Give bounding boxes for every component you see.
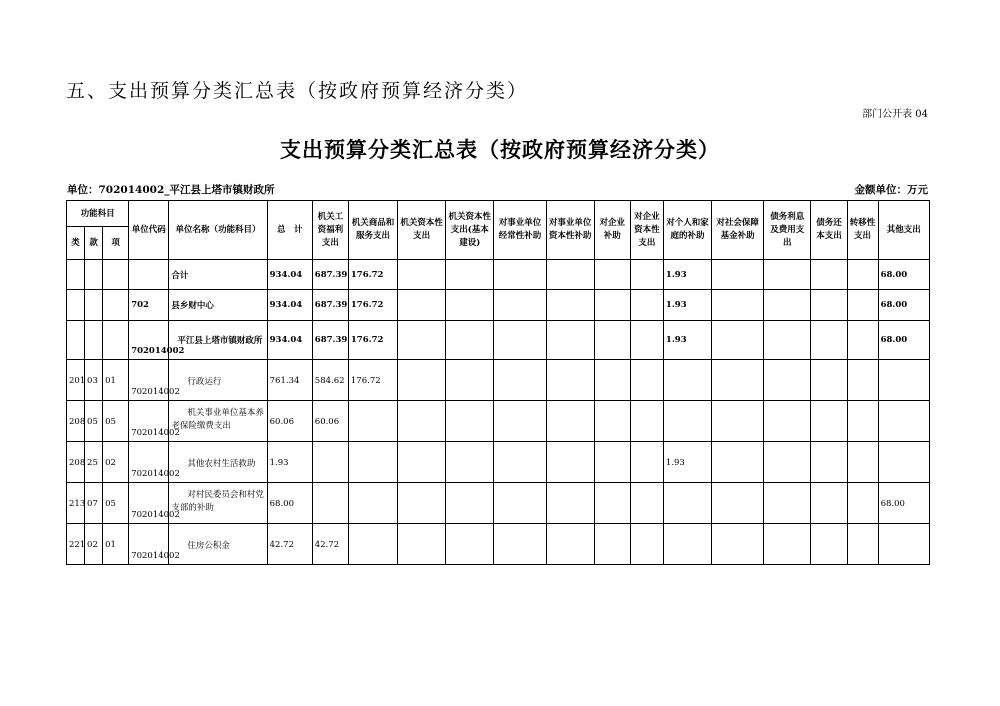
cell-c7 (594, 360, 630, 401)
header-c9: 对个人和家庭的补助 (663, 201, 711, 260)
cell-name: 平江县上塔市镇财政所 (169, 321, 267, 360)
cell-c4 (446, 401, 494, 442)
cell-name-text: 其他农村生活救助 (187, 459, 256, 469)
cell-c2: 176.72 (348, 290, 397, 321)
cell-c14 (878, 360, 929, 401)
cell-c10 (712, 360, 764, 401)
cell-c13 (847, 360, 878, 401)
cell-c10 (712, 401, 764, 442)
cell-c8 (630, 360, 663, 401)
cell-xiang: 05 (103, 401, 129, 442)
header-c13: 转移性支出 (847, 201, 878, 260)
cell-c6 (546, 524, 594, 565)
cell-lei (67, 321, 85, 360)
cell-kuan (85, 290, 103, 321)
cell-c7 (594, 290, 630, 321)
cell-c2 (348, 483, 397, 524)
header-c1: 机关工资福利支出 (312, 201, 348, 260)
header-c12: 债务还本支出 (811, 201, 847, 260)
cell-c11 (764, 524, 811, 565)
cell-c8 (630, 290, 663, 321)
cell-c9 (663, 401, 711, 442)
header-lei: 类 (67, 227, 85, 260)
cell-code: 702014002 (129, 442, 169, 483)
header-unit-name: 单位名称（功能科目） (169, 201, 267, 260)
table-row (67, 401, 930, 442)
cell-code: 702014002 (129, 524, 169, 565)
cell-c1: 42.72 (312, 524, 348, 565)
cell-c14: 68.00 (878, 483, 929, 524)
cell-c9: 1.93 (663, 260, 711, 290)
table-row (67, 524, 930, 565)
table-row (67, 360, 930, 401)
cell-kuan (85, 260, 103, 290)
cell-c5 (494, 524, 546, 565)
cell-c6 (546, 290, 594, 321)
cell-code: 702014002 (129, 401, 169, 442)
form-number: 部门公开表 04 (862, 109, 928, 120)
cell-c12 (811, 524, 847, 565)
cell-c6 (546, 483, 594, 524)
cell-code (129, 260, 169, 290)
cell-c3 (398, 442, 446, 483)
table-row (67, 442, 930, 483)
header-c7: 对企业补助 (594, 201, 630, 260)
cell-c13 (847, 321, 878, 360)
cell-c9: 1.93 (663, 442, 711, 483)
cell-c13 (847, 442, 878, 483)
cell-code: 702014002 (129, 321, 169, 360)
cell-c1: 60.06 (312, 401, 348, 442)
cell-c7 (594, 442, 630, 483)
cell-c6 (546, 360, 594, 401)
header-c2: 机关商品和服务支出 (348, 201, 397, 260)
cell-c4 (446, 260, 494, 290)
cell-name (169, 401, 267, 442)
cell-c13 (847, 290, 878, 321)
cell-c4 (446, 360, 494, 401)
header-func-subject: 功能科目 (67, 201, 129, 227)
cell-c10 (712, 260, 764, 290)
cell-name: 县乡财中心 (169, 290, 267, 321)
header-c14: 其他支出 (878, 201, 929, 260)
cell-c9 (663, 360, 711, 401)
cell-c8 (630, 260, 663, 290)
cell-c8 (630, 321, 663, 360)
header-unit-code: 单位代码 (129, 201, 169, 260)
cell-name-text: 机关事业单位基本养老保险缴费支出 (171, 408, 264, 431)
cell-c10 (712, 290, 764, 321)
cell-c7 (594, 401, 630, 442)
cell-lei (67, 260, 85, 290)
table-row (67, 321, 930, 360)
cell-kuan: 07 (85, 483, 103, 524)
cell-c3 (398, 321, 446, 360)
cell-c1: 687.39 (312, 260, 348, 290)
header-c5: 对事业单位经常性补助 (494, 201, 546, 260)
cell-kuan: 05 (85, 401, 103, 442)
table-row (67, 260, 930, 290)
cell-kuan: 03 (85, 360, 103, 401)
cell-c2: 176.72 (348, 321, 397, 360)
cell-c7 (594, 483, 630, 524)
cell-c12 (811, 321, 847, 360)
cell-c5 (494, 321, 546, 360)
cell-total: 934.04 (267, 321, 312, 360)
cell-c12 (811, 401, 847, 442)
header-c8: 对企业资本性支出 (630, 201, 663, 260)
cell-c5 (494, 442, 546, 483)
cell-c10 (712, 321, 764, 360)
cell-c10 (712, 483, 764, 524)
header-xiang: 项 (103, 227, 129, 260)
cell-c4 (446, 442, 494, 483)
cell-c13 (847, 524, 878, 565)
cell-c1: 687.39 (312, 321, 348, 360)
cell-lei: 208 (67, 442, 85, 483)
cell-c13 (847, 260, 878, 290)
cell-c3 (398, 483, 446, 524)
cell-xiang: 01 (103, 360, 129, 401)
cell-c3 (398, 360, 446, 401)
header-c11: 债务利息及费用支出 (764, 201, 811, 260)
cell-name-text: 行政运行 (187, 377, 222, 387)
cell-c4 (446, 483, 494, 524)
cell-c7 (594, 260, 630, 290)
cell-c10 (712, 524, 764, 565)
cell-c14: 68.00 (878, 290, 929, 321)
page-title: 支出预算分类汇总表（按政府预算经济分类） (280, 138, 720, 162)
cell-kuan: 02 (85, 524, 103, 565)
cell-total: 934.04 (267, 260, 312, 290)
cell-c4 (446, 321, 494, 360)
cell-c14: 68.00 (878, 321, 929, 360)
cell-c2 (348, 401, 397, 442)
cell-total: 60.06 (267, 401, 312, 442)
cell-lei: 208 (67, 401, 85, 442)
cell-total: 761.34 (267, 360, 312, 401)
cell-lei: 213 (67, 483, 85, 524)
cell-c8 (630, 524, 663, 565)
cell-c1: 687.39 (312, 290, 348, 321)
cell-c5 (494, 290, 546, 321)
cell-xiang: 05 (103, 483, 129, 524)
cell-c1 (312, 483, 348, 524)
cell-c11 (764, 483, 811, 524)
cell-c5 (494, 360, 546, 401)
cell-xiang (103, 290, 129, 321)
cell-xiang (103, 260, 129, 290)
cell-c8 (630, 442, 663, 483)
cell-c11 (764, 290, 811, 321)
cell-c5 (494, 483, 546, 524)
header-total: 总 计 (267, 201, 312, 260)
cell-total: 934.04 (267, 290, 312, 321)
cell-xiang: 02 (103, 442, 129, 483)
cell-c14 (878, 524, 929, 565)
cell-name (169, 360, 267, 401)
section-title: 五、支出预算分类汇总表（按政府预算经济分类） (66, 80, 529, 102)
cell-c7 (594, 524, 630, 565)
cell-c3 (398, 290, 446, 321)
cell-c2: 176.72 (348, 360, 397, 401)
cell-c4 (446, 290, 494, 321)
cell-c12 (811, 260, 847, 290)
cell-kuan (85, 321, 103, 360)
cell-c11 (764, 260, 811, 290)
cell-code: 702014002 (129, 360, 169, 401)
cell-c9 (663, 524, 711, 565)
cell-c9: 1.93 (663, 321, 711, 360)
cell-xiang: 01 (103, 524, 129, 565)
cell-c14: 68.00 (878, 260, 929, 290)
cell-c9: 1.93 (663, 290, 711, 321)
cell-c11 (764, 442, 811, 483)
cell-name (169, 524, 267, 565)
cell-name-text: 住房公积金 (187, 541, 230, 551)
cell-total: 42.72 (267, 524, 312, 565)
cell-c13 (847, 483, 878, 524)
cell-c1: 584.62 (312, 360, 348, 401)
cell-c12 (811, 442, 847, 483)
header-c3: 机关资本性支出 (398, 201, 446, 260)
cell-c3 (398, 524, 446, 565)
cell-xiang (103, 321, 129, 360)
cell-c6 (546, 321, 594, 360)
cell-c10 (712, 442, 764, 483)
cell-c12 (811, 290, 847, 321)
cell-c5 (494, 401, 546, 442)
cell-lei (67, 290, 85, 321)
cell-name-text: 对村民委员会和村党支部的补助 (171, 490, 264, 513)
cell-c12 (811, 483, 847, 524)
cell-name: 合计 (169, 260, 267, 290)
cell-code: 702014002 (129, 483, 169, 524)
cell-c6 (546, 260, 594, 290)
amount-unit: 金额单位：万元 (854, 184, 928, 196)
cell-name (169, 483, 267, 524)
cell-c3 (398, 401, 446, 442)
cell-c8 (630, 401, 663, 442)
budget-table (66, 200, 930, 565)
cell-code: 702 (129, 290, 169, 321)
cell-c7 (594, 321, 630, 360)
cell-c14 (878, 442, 929, 483)
cell-c8 (630, 483, 663, 524)
cell-c13 (847, 401, 878, 442)
cell-c2 (348, 442, 397, 483)
cell-c6 (546, 442, 594, 483)
cell-c14 (878, 401, 929, 442)
header-c10: 对社会保障基金补助 (712, 201, 764, 260)
cell-lei: 221 (67, 524, 85, 565)
cell-c1 (312, 442, 348, 483)
unit-line: 单位：702014002_平江县上塔市镇财政所 (67, 184, 275, 196)
header-c6: 对事业单位资本性补助 (546, 201, 594, 260)
cell-total: 68.00 (267, 483, 312, 524)
cell-c11 (764, 360, 811, 401)
cell-c9 (663, 483, 711, 524)
cell-name (169, 442, 267, 483)
cell-c2 (348, 524, 397, 565)
cell-c12 (811, 360, 847, 401)
table-row (67, 483, 930, 524)
cell-c11 (764, 401, 811, 442)
cell-c4 (446, 524, 494, 565)
cell-c11 (764, 321, 811, 360)
table-row (67, 290, 930, 321)
cell-c5 (494, 260, 546, 290)
cell-c2: 176.72 (348, 260, 397, 290)
header-c4: 机关资本性支出(基本建设) (446, 201, 494, 260)
cell-c3 (398, 260, 446, 290)
header-kuan: 款 (85, 227, 103, 260)
cell-c6 (546, 401, 594, 442)
cell-kuan: 25 (85, 442, 103, 483)
cell-total: 1.93 (267, 442, 312, 483)
cell-lei: 201 (67, 360, 85, 401)
